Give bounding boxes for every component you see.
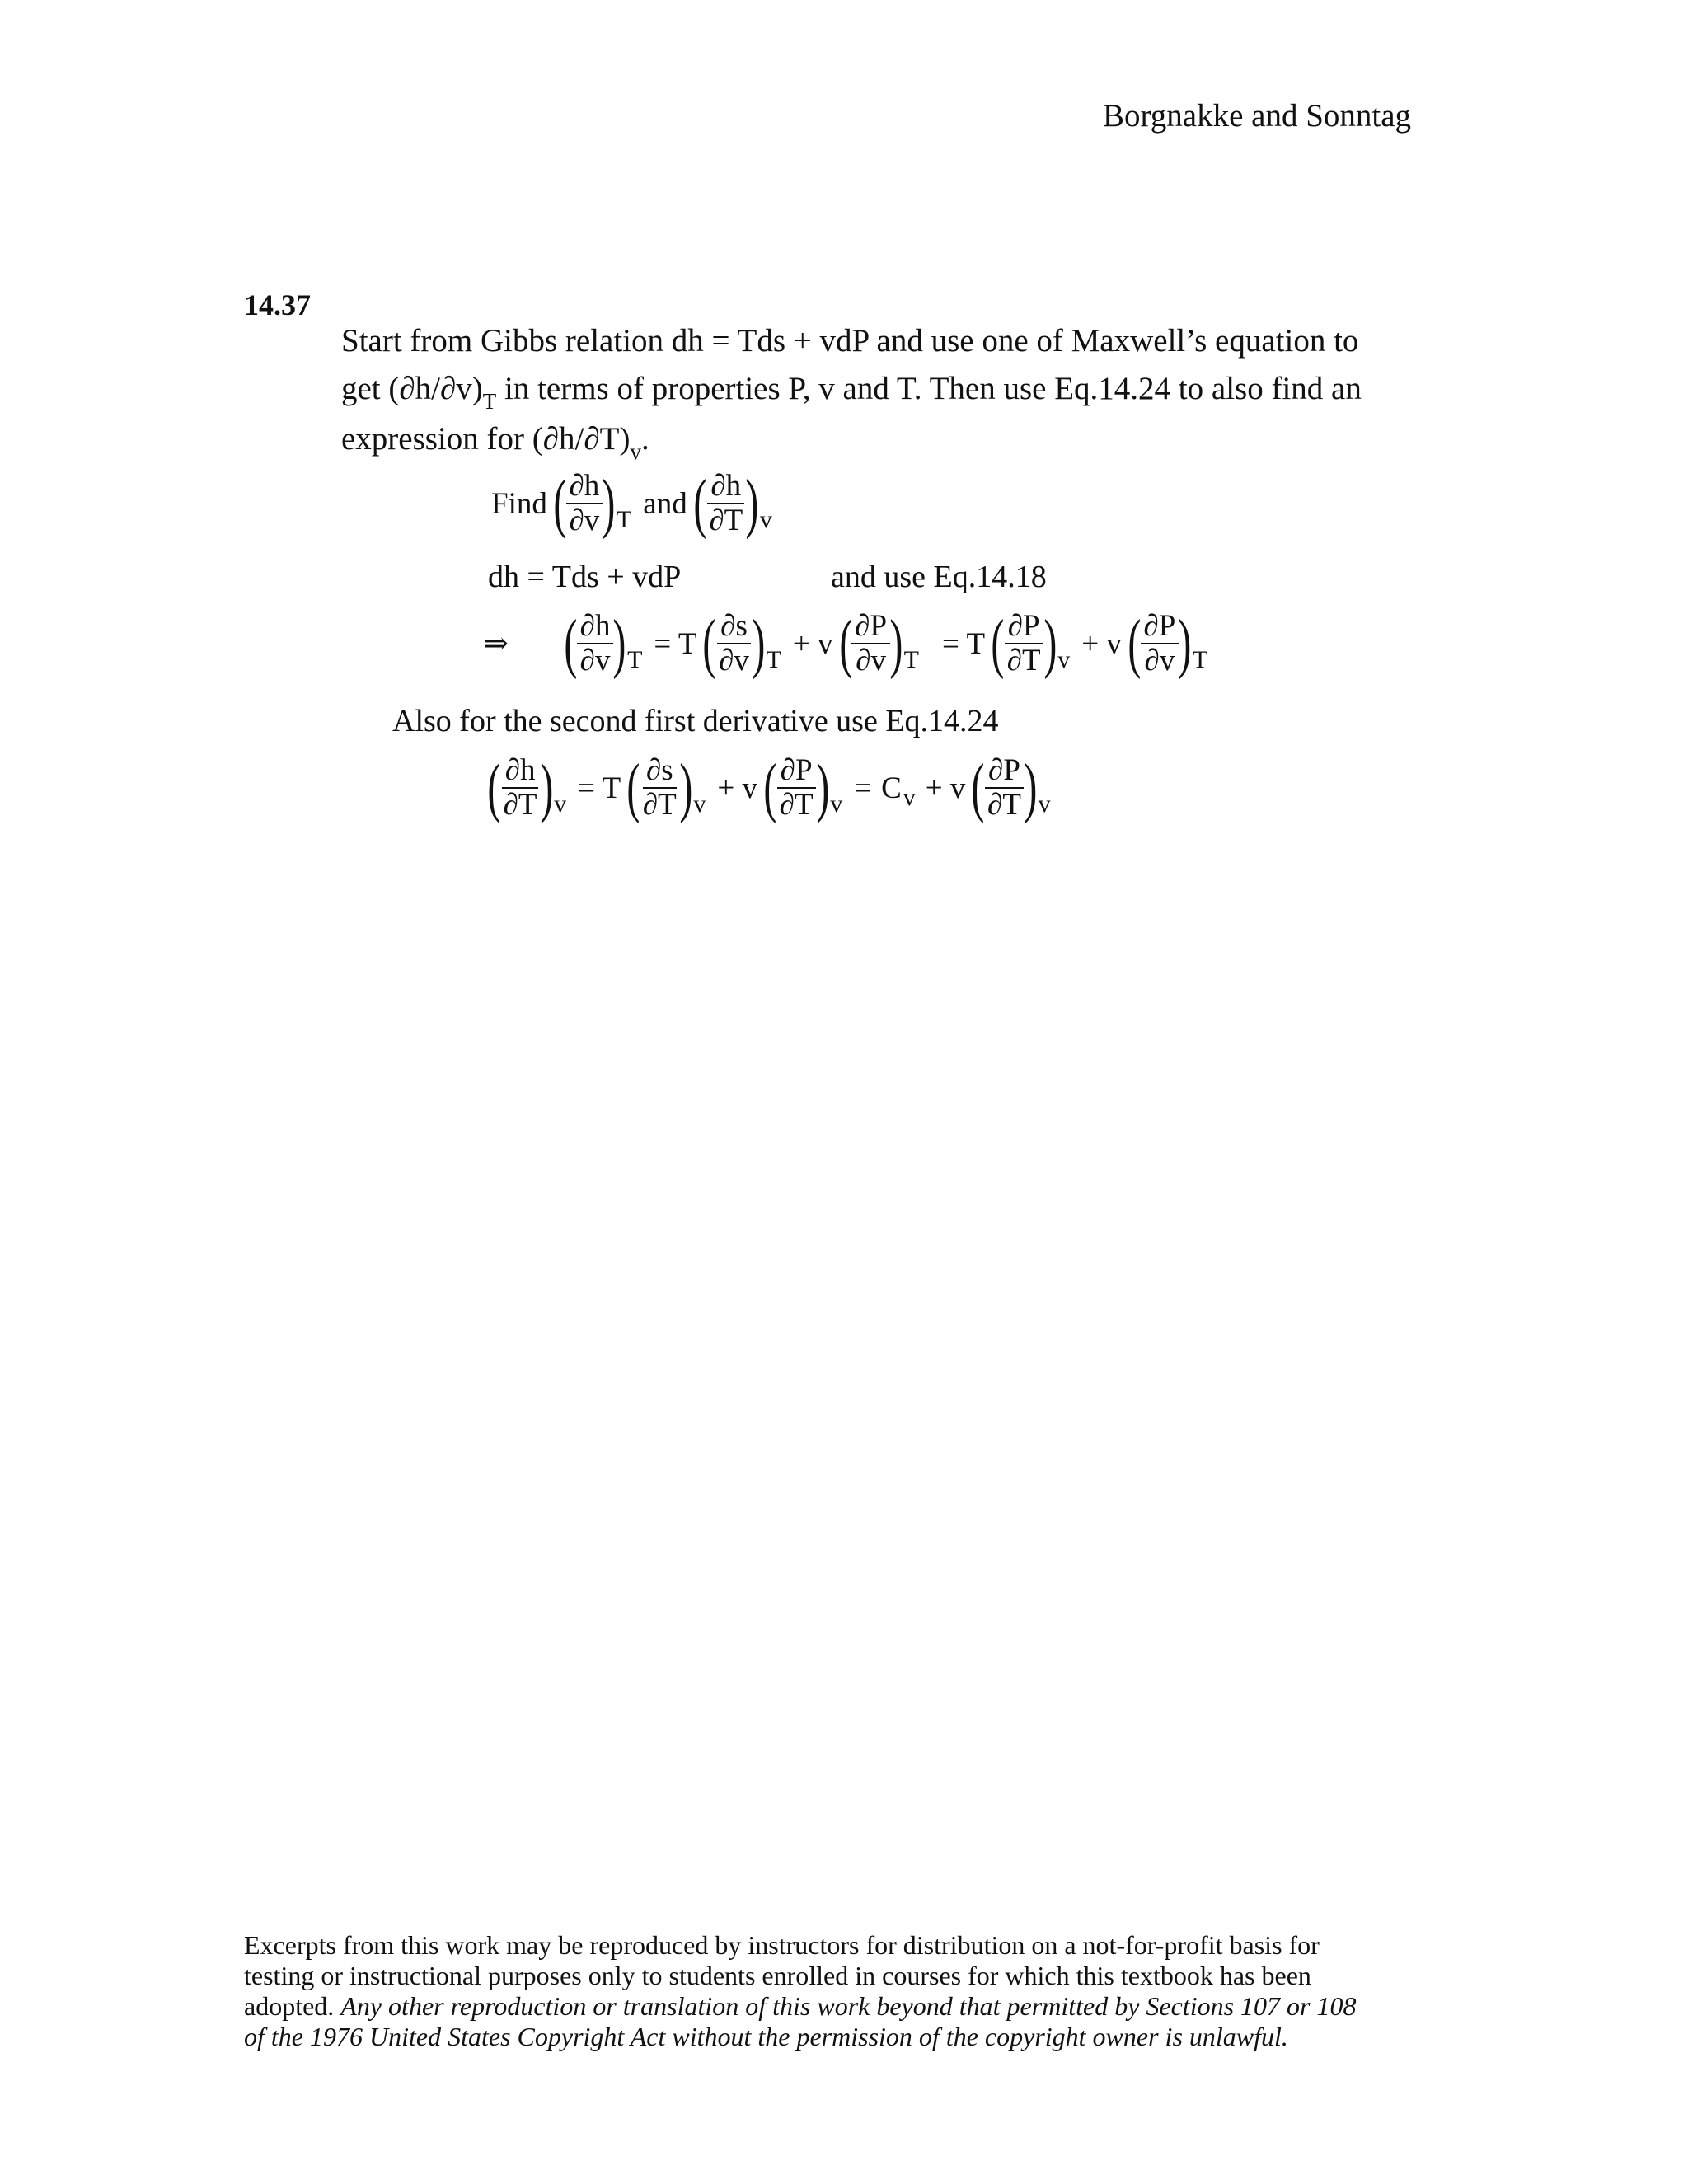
implies-symbol: ⇒ — [483, 627, 509, 661]
copyright-footer: Excerpts from this work may be reproduced by instructors for distribution on a not-for-profit basis for testing or instructional purposes only to students enrolled in courses for which this textbook has been adopted. Any other reproduction or translation of this work beyond that permitted by Sections 107 or 108 of the 1976 United States Copyright Act without the permission of the copyright owner is unlawful. — [244, 1930, 1357, 2051]
statement-line-2: get $(\partial h/\partial v)_T$ in terms of properties P, v and T. Then use Eq.14.24 to also find an — [341, 371, 1362, 414]
find-label: Find — [491, 486, 547, 521]
maxwell-equation: ⇒ ( ∂h ∂v ) T = T ( ∂s ∂v ) T + v ( ∂P ∂v ) T = T ( ∂P ∂T ) v + v ( ∂P ∂v ) T — [478, 610, 1214, 677]
partial-derivative: ( ∂h ∂T ) v — [693, 467, 772, 540]
also-text: Also for the second first derivative use Eq.14.24 — [392, 704, 999, 738]
find-line — [486, 467, 779, 540]
use-eq-14-18: and use Eq.14.18 — [831, 560, 1047, 594]
statement-line-3: expression for $(\partial h/\partial T)_v$. — [341, 421, 649, 464]
partial-derivative: ( ∂h ∂v ) T — [553, 467, 632, 540]
statement-line-1: Start from Gibbs relation dh = Tds + vdP and use one of Maxwell’s equation to — [341, 323, 1359, 359]
problem-number: 14.37 — [244, 288, 311, 321]
eq-14-24-derivation: ( ∂h ∂T ) v = T ( ∂s ∂T ) v + v ( ∂P ∂T ) v = C v + v ( ∂P ∂T ) v — [487, 752, 1051, 824]
and-label: and — [643, 486, 687, 521]
gibbs-relation: dh = Tds + vdP — [488, 560, 682, 594]
problem-statement — [341, 317, 1362, 466]
header-authors: Borgnakke and Sonntag — [1103, 98, 1412, 134]
